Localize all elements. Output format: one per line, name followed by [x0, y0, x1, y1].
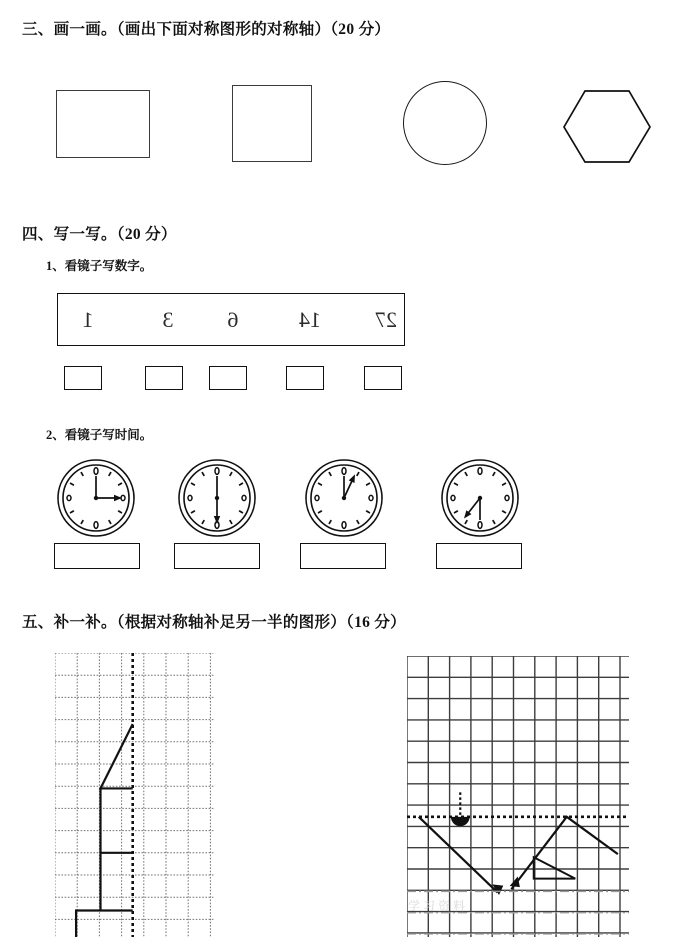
mirror-digit-2: 3 [162, 306, 174, 332]
digit-answer-box-4[interactable] [286, 366, 324, 390]
digit-answer-box-5[interactable] [364, 366, 402, 390]
item-4-2-subheading: 2、看镜子写时间。 [46, 428, 153, 442]
digit-answer-box-1[interactable] [64, 366, 102, 390]
digit-answer-box-3[interactable] [209, 366, 247, 390]
clock-answer-box-1[interactable] [54, 543, 140, 569]
clock-2 [177, 458, 257, 538]
shape-square [232, 85, 312, 162]
section-5-heading: 五、补一补。（根据对称轴补足另一半的图形）（16 分） [22, 614, 406, 631]
clock-1 [56, 458, 136, 538]
clock-answer-box-2[interactable] [174, 543, 260, 569]
digit-answer-box-2[interactable] [145, 366, 183, 390]
figure-left-grid [55, 653, 215, 937]
item-4-1-subheading: 1、看镜子写数字。 [46, 259, 153, 273]
shape-rectangle [56, 90, 150, 158]
shape-circle [403, 81, 487, 165]
section-3-heading: 三、画一画。（画出下面对称图形的对称轴）（20 分） [22, 21, 391, 38]
mirror-digit-1: 1 [82, 306, 94, 332]
shape-hexagon [561, 88, 653, 166]
clock-answer-box-4[interactable] [436, 543, 522, 569]
clock-answer-box-3[interactable] [300, 543, 386, 569]
watermark-text: 学习资料 [408, 899, 469, 913]
figure-right-grid [407, 656, 629, 937]
mirror-digit-4: 14 [299, 306, 321, 332]
section-4-heading: 四、写一写。（20 分） [22, 226, 177, 243]
clock-3 [304, 458, 384, 538]
clock-4 [440, 458, 520, 538]
mirror-digit-3: 6 [227, 306, 239, 332]
mirror-digit-strip [57, 293, 405, 346]
mirror-digit-5: 27 [375, 306, 397, 332]
